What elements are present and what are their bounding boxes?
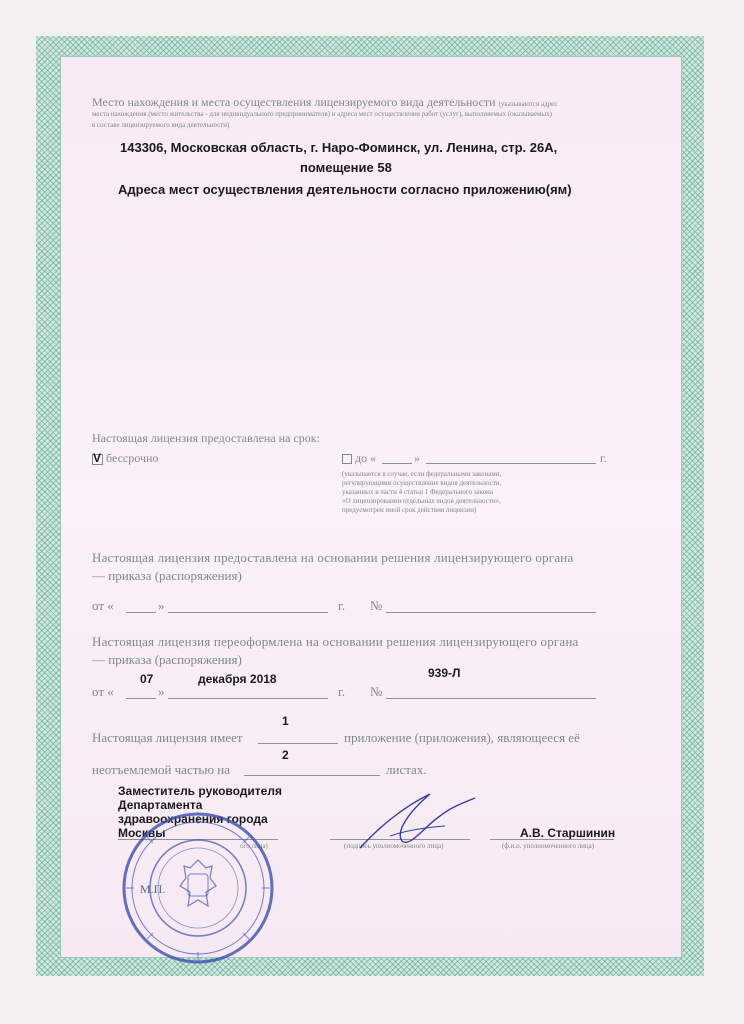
reissue-number-sign: № <box>370 684 383 699</box>
position-caption: ого лица) <box>240 842 268 850</box>
checkbox-icon <box>342 454 352 464</box>
signer-title-line-4: Москвы <box>118 826 166 840</box>
until-day-line <box>382 463 412 464</box>
reissue-number-line <box>386 698 596 699</box>
reissue-day: 07 <box>140 672 154 686</box>
location-heading-text: Место нахождения и места осуществления лицензируемого вида деятельности <box>92 95 496 109</box>
sheet-count: 2 <box>282 748 289 762</box>
until-date-line <box>426 463 596 464</box>
signature-caption: (подпись уполномоченного лица) <box>344 842 444 850</box>
reissue-from-prefix: от « <box>92 684 114 699</box>
appendix-count: 1 <box>282 714 289 728</box>
basis-day-line <box>126 612 156 613</box>
signer-title-line-2: Департамента <box>118 798 203 812</box>
sheet-count-line <box>244 775 380 776</box>
term-indefinite-label: бессрочно <box>106 451 159 465</box>
appendix-count-line <box>258 743 338 744</box>
reissue-quote-close: » <box>158 684 165 699</box>
signer-name: А.В. Старшинин <box>520 826 616 840</box>
addresses-note: Адреса мест осуществления деятельности согласно приложению(ям) <box>118 182 572 197</box>
reissue-date-line <box>168 698 328 699</box>
basis-from-prefix: от « <box>92 598 114 613</box>
reissue-day-line <box>126 698 156 699</box>
basis-year: г. <box>338 598 346 613</box>
until-prefix: до « <box>355 451 377 465</box>
term-note-1: (указывается в случае, если федеральными законами, <box>342 470 502 478</box>
basis-date-line <box>168 612 328 613</box>
checkbox-icon <box>92 450 103 465</box>
term-indefinite-row <box>92 451 158 466</box>
name-line <box>490 839 614 840</box>
location-note-2: места нахождения (место жительства - для индивидуального предпринимателя) и адреса мест осуществления работ (услуг), выполняемых (оказываемых) <box>92 110 552 118</box>
basis-line-1: Настоящая лицензия предоставлена на основании решения лицензирующего органа <box>92 550 574 565</box>
address-line-2: помещение 58 <box>300 160 392 175</box>
reissue-line-2: — приказа (распоряжения) <box>92 652 242 667</box>
reissue-line-1: Настоящая лицензия переоформлена на основании решения лицензирующего органа <box>92 634 579 649</box>
term-note-3: указанных в части 4 статьи 1 Федерального закона <box>342 488 494 496</box>
signer-title-line-3: здравоохранения города <box>118 812 268 826</box>
appendix-text-d: листах. <box>386 762 427 777</box>
basis-quote-close: » <box>158 598 165 613</box>
location-note-1: (указываются адрес <box>498 100 558 108</box>
signer-title-line-1: Заместитель руководителя <box>118 784 282 798</box>
term-note-5: предусмотрен иной срок действия лицензии) <box>342 506 477 514</box>
basis-line-2: — приказа (распоряжения) <box>92 568 242 583</box>
until-quote-close: » <box>414 451 420 465</box>
location-heading <box>92 95 652 110</box>
term-note-4: «О лицензировании отдельных видов деятельности», <box>342 497 501 505</box>
stamp-mark: М.П. <box>140 882 166 896</box>
address-line-1: 143306, Московская область, г. Наро-Фоминск, ул. Ленина, стр. 26А, <box>120 140 558 155</box>
term-until-row <box>342 451 376 466</box>
name-caption: (ф.и.о. уполномоченного лица) <box>502 842 595 850</box>
term-note-2: регулирующими осуществление видов деятельности, <box>342 479 502 487</box>
reissue-month-year: декабря 2018 <box>198 672 277 686</box>
appendix-text-a: Настоящая лицензия имеет <box>92 730 243 745</box>
appendix-text-c: неотъемлемой частью на <box>92 762 231 777</box>
location-note-3: в составе лицензируемого вида деятельности) <box>92 121 230 129</box>
until-year-suffix: г. <box>600 451 607 465</box>
basis-number-sign: № <box>370 598 383 613</box>
check-mark: V <box>93 450 102 465</box>
handwritten-signature <box>350 786 480 856</box>
reissue-year: г. <box>338 684 346 699</box>
appendix-text-b: приложение (приложения), являющееся её <box>344 730 580 745</box>
reissue-number: 939-Л <box>428 666 461 680</box>
term-label: Настоящая лицензия предоставлена на срок: <box>92 431 320 445</box>
basis-number-line <box>386 612 596 613</box>
